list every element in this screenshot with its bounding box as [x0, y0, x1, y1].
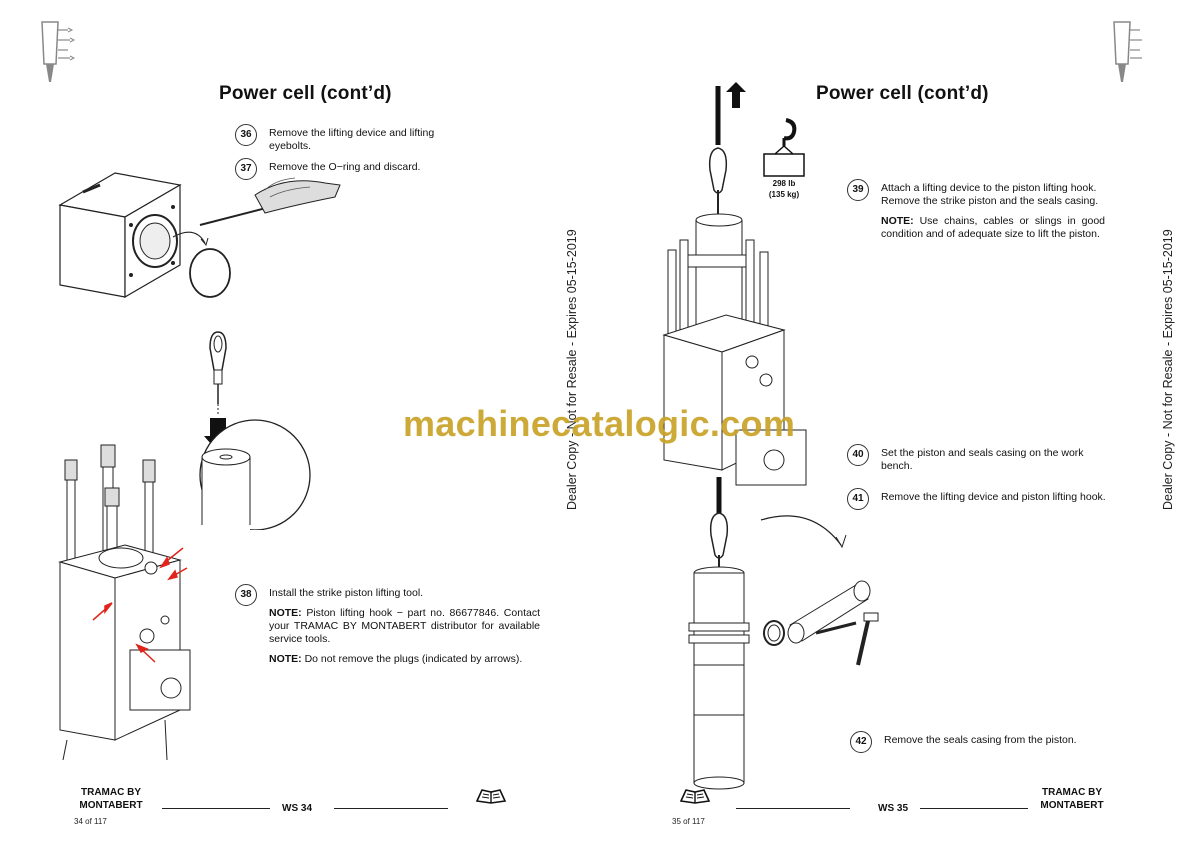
footer-brand	[76, 786, 146, 812]
worksheet-number: WS 35	[878, 803, 909, 814]
watermark: machinecatalogic.com	[403, 403, 796, 444]
note-text: Use chains, cables or slings in good condition and of adequate size to lift the piston.	[881, 215, 1105, 240]
note-text: Piston lifting hook − part no. 86677846. Contact your TRAMAC BY MONTABERT distributor for available service tools.	[269, 607, 540, 645]
footer-rule	[736, 808, 850, 809]
step-40	[847, 447, 1117, 473]
step-text: Install the strike piston lifting tool.	[269, 587, 424, 599]
dealer-copy-notice: Dealer Copy - Not for Resale - Expires 05-15-2019	[1161, 229, 1175, 510]
step-note	[269, 653, 540, 666]
page-number: 35 of 117	[672, 817, 705, 826]
step-text: Remove the O−ring and discard.	[269, 161, 421, 173]
step-text: Attach a lifting device to the piston lifting hook. Remove the strike piston and the seals casing.	[881, 182, 1099, 207]
breaker-logo-icon	[1108, 18, 1154, 88]
dealer-copy-notice: Dealer Copy - Not for Resale - Expires 05-15-2019	[565, 229, 579, 510]
step-text: Remove the lifting device and piston lifting hook.	[881, 491, 1106, 503]
note-text: Do not remove the plugs (indicated by arrows).	[304, 653, 523, 665]
page-title: Power cell (cont’d)	[219, 83, 392, 104]
oring-removal-illustration	[55, 165, 345, 305]
step-42	[850, 734, 1110, 747]
step-36	[235, 127, 450, 153]
step-note	[881, 215, 1105, 241]
power-cell-illustration	[55, 440, 205, 760]
brand-line: MONTABERT	[79, 800, 143, 811]
footer-rule	[334, 808, 448, 809]
step-number: 36	[235, 124, 257, 146]
step-41	[847, 491, 1117, 504]
footer-brand	[1037, 786, 1107, 812]
footer-rule	[162, 808, 270, 809]
step-note	[269, 607, 540, 646]
note-label: NOTE:	[269, 653, 302, 665]
step-number: 37	[235, 158, 257, 180]
step-number: 41	[847, 488, 869, 510]
worksheet-number: WS 34	[282, 803, 313, 814]
step-number: 38	[235, 584, 257, 606]
step-number: 39	[847, 179, 869, 201]
breaker-logo-icon	[36, 18, 82, 88]
step-number: 42	[850, 731, 872, 753]
step-39	[847, 182, 1105, 241]
weight-lb: 298 lb	[772, 179, 796, 188]
step-text: Remove the lifting device and lifting eyebolts.	[269, 127, 435, 152]
brand-line: TRAMAC BY	[81, 787, 141, 798]
step-text: Remove the seals casing from the piston.	[884, 734, 1077, 746]
note-label: NOTE:	[881, 215, 914, 227]
page-title: Power cell (cont’d)	[816, 83, 989, 104]
weight-kg: (135 kg)	[768, 190, 800, 199]
book-icon	[474, 787, 508, 805]
footer-rule	[920, 808, 1028, 809]
book-icon	[678, 787, 712, 805]
step-number: 40	[847, 444, 869, 466]
brand-line: TRAMAC BY	[1042, 787, 1102, 798]
page-number: 34 of 117	[74, 817, 107, 826]
step-38	[235, 587, 540, 666]
step-text: Set the piston and seals casing on the work bench.	[881, 447, 1084, 472]
note-label: NOTE:	[269, 607, 302, 619]
seal-tools-illustration	[756, 555, 896, 685]
brand-line: MONTABERT	[1040, 800, 1104, 811]
